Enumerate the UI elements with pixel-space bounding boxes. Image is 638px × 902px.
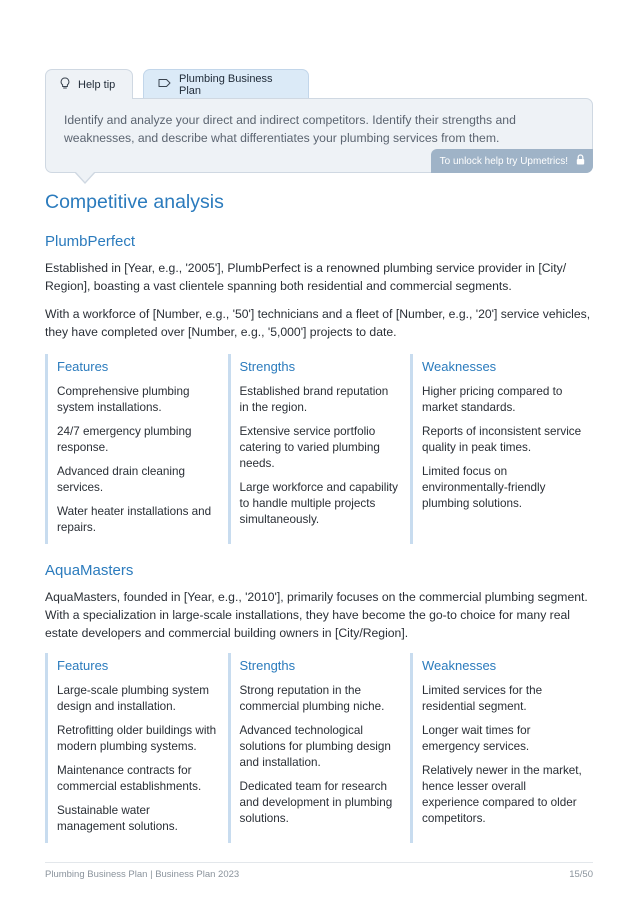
list-item: Reports of inconsistent service quality in peak times. — [422, 425, 582, 454]
help-tip-text: Identify and analyze your direct and indirect competitors. Identify their strengths and weaknesses, and describe what differentiates your plumbing services from them. — [64, 113, 516, 145]
tip-pointer — [74, 172, 96, 184]
competitor-description: Established in [Year, e.g., '2005'], PlumbPerfect is a renowned plumbing service provider in [City/ Region], boasting a vast clientele spanning both residential and commercial segments. — [45, 261, 567, 293]
competitor-description: With a workforce of [Number, e.g., '50'] technicians and a fleet of [Number, e.g., '20'] service vehicles, they have completed over [Number, e.g., '5,000'] projects to date. — [45, 307, 591, 339]
list-item: Established brand reputation in the region. — [239, 385, 389, 414]
competitor-name: AquaMasters — [45, 562, 134, 579]
list-item: Large-scale plumbing system design and installation. — [57, 684, 210, 713]
weaknesses-column — [410, 653, 593, 843]
list-item: Higher pricing compared to market standards. — [422, 385, 563, 414]
lock-icon — [576, 154, 585, 168]
page-number: 15/50 — [569, 869, 593, 880]
footer-divider — [45, 862, 593, 863]
list-item: Strong reputation in the commercial plumbing niche. — [239, 684, 385, 713]
list-item: Longer wait times for emergency services. — [422, 724, 531, 753]
tag-icon — [158, 78, 171, 91]
tip-tabs — [45, 69, 309, 99]
weaknesses-column — [410, 354, 593, 544]
competitor-analysis-grid — [45, 354, 593, 544]
column-heading: Weaknesses — [422, 658, 497, 673]
help-tip-box — [45, 98, 593, 173]
lightbulb-icon — [60, 77, 70, 93]
tab-help-tip-label: Help tip — [78, 78, 116, 91]
column-heading: Strengths — [239, 658, 296, 673]
list-item: Large workforce and capability to handle multiple projects simultaneously. — [239, 481, 399, 526]
list-item: Retrofitting older buildings with modern plumbing systems. — [57, 724, 217, 753]
tab-plan-label: Plumbing Business Plan — [179, 72, 273, 97]
features-column — [45, 653, 228, 843]
competitor-name: PlumbPerfect — [45, 233, 136, 250]
list-item: Limited services for the residential segment. — [422, 684, 543, 713]
column-heading: Features — [57, 359, 109, 374]
list-item: Comprehensive plumbing system installations. — [57, 385, 190, 414]
tab-plumbing-business-plan[interactable] — [143, 69, 309, 99]
strengths-column — [228, 653, 411, 843]
column-heading: Weaknesses — [422, 359, 497, 374]
list-item: Extensive service portfolio catering to varied plumbing needs. — [239, 425, 380, 470]
competitor-description: AquaMasters, founded in [Year, e.g., '2010'], primarily focuses on the commercial plumbing segment. With a specialization in large-scale installations, they have become the go-to choice for many real estate developers and commercial building owners in [City/Region]. — [45, 590, 588, 640]
footer-document-title: Plumbing Business Plan | Business Plan 2023 — [45, 869, 240, 880]
section-title: Competitive analysis — [45, 191, 224, 213]
list-item: Water heater installations and repairs. — [57, 505, 212, 534]
list-item: Sustainable water management solutions. — [57, 804, 178, 833]
list-item: Limited focus on environmentally-friendly plumbing solutions. — [422, 465, 546, 510]
column-heading: Features — [57, 658, 109, 673]
list-item: Advanced drain cleaning services. — [57, 465, 186, 494]
tab-help-tip[interactable] — [45, 69, 133, 99]
unlock-button[interactable] — [431, 149, 593, 173]
list-item: Maintenance contracts for commercial establishments. — [57, 764, 202, 793]
list-item: Advanced technological solutions for plumbing design and installation. — [239, 724, 391, 769]
strengths-column — [228, 354, 411, 544]
list-item: Relatively newer in the market, hence lesser overall experience compared to older competitors. — [422, 764, 582, 825]
column-heading: Strengths — [239, 359, 296, 374]
features-column — [45, 354, 228, 544]
list-item: Dedicated team for research and development in plumbing solutions. — [239, 780, 393, 825]
list-item: 24/7 emergency plumbing response. — [57, 425, 192, 454]
unlock-label: To unlock help try Upmetrics! — [439, 155, 568, 167]
competitor-analysis-grid — [45, 653, 593, 843]
